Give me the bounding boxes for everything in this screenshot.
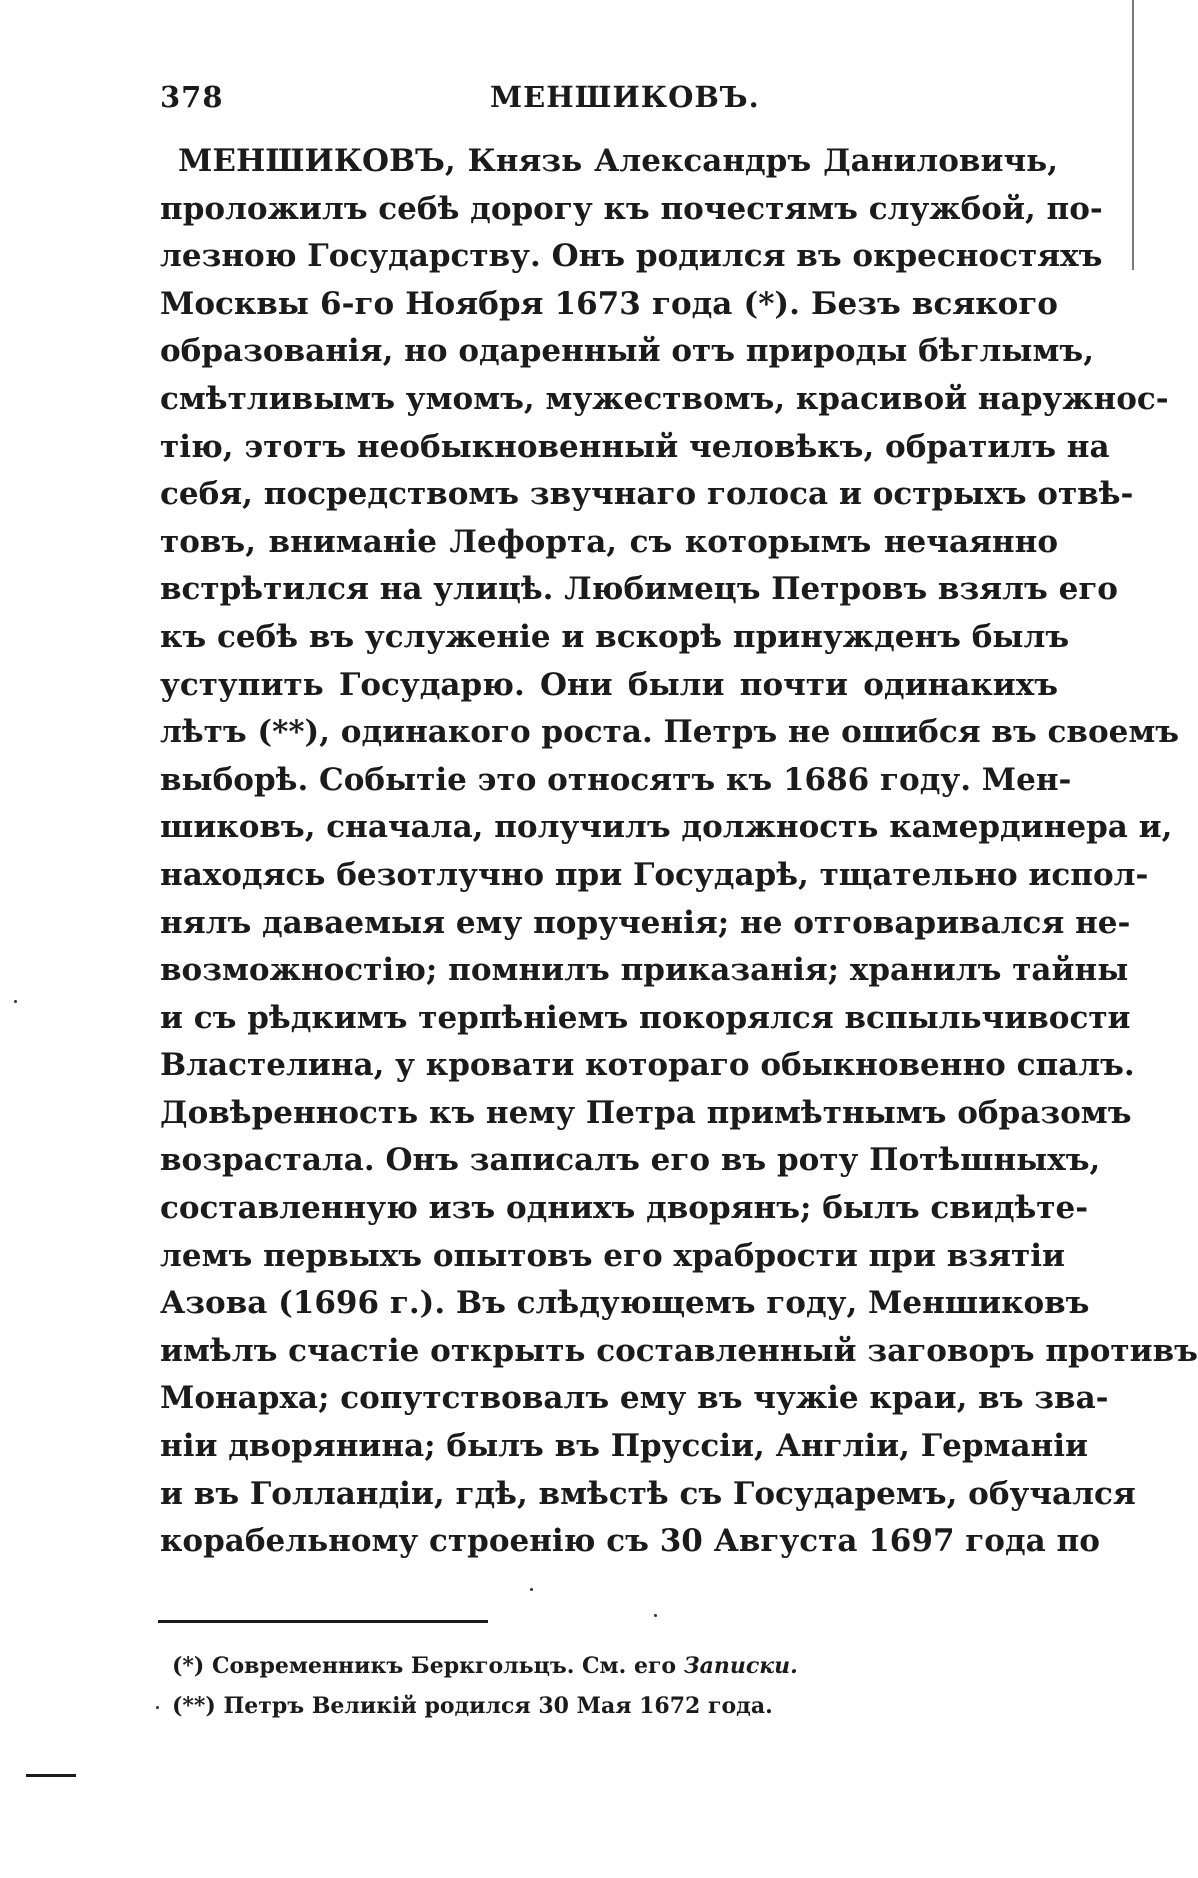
scan-artifact-dot — [654, 1614, 657, 1617]
text-line: Властелина, у кровати котораго обыкновенно спалъ. — [160, 1047, 1135, 1084]
text-line: тію, этотъ необыкновенный человѣкъ, обратилъ на — [160, 428, 1110, 465]
article-body — [160, 138, 1198, 1566]
footnote-marker: (*) — [172, 1653, 205, 1679]
text-line: составленную изъ однихъ дворянъ; былъ свидѣте- — [160, 1190, 1089, 1227]
text-line: ніи дворянина; былъ въ Пруссіи, Англіи, Германіи — [160, 1428, 1089, 1465]
footnote-italic: Записки. — [683, 1653, 798, 1679]
footnote-marker: (**) — [172, 1693, 216, 1719]
text-line: Монарха; сопутствовалъ ему въ чужіе краи, въ зва- — [160, 1380, 1109, 1417]
text-line: лемъ первыхъ опытовъ его храбрости при взятіи — [160, 1237, 1065, 1274]
text-line: къ себѣ въ услуженіе и вскорѣ принужденъ былъ — [160, 618, 1070, 655]
page-edge-shadow — [1132, 0, 1134, 270]
scan-artifact-dot — [14, 1000, 17, 1003]
footnote — [172, 1686, 972, 1726]
text-line: Москвы 6-го Ноября 1673 года (*). Безъ всякого — [160, 285, 1058, 322]
text-line: и съ рѣдкимъ терпѣніемъ покорялся вспыльчивости — [160, 999, 1131, 1036]
text-line: уступить Государю. Они были почти одинакихъ — [160, 666, 1058, 703]
text-line: имѣлъ счастіе открыть составленный заговоръ противъ — [160, 1332, 1198, 1369]
page-number: 378 — [160, 80, 224, 114]
scan-artifact-dot — [530, 1588, 533, 1591]
text-line: шиковъ, сначала, получилъ должность камердинера и, — [160, 809, 1173, 846]
text-line: смѣтливымъ умомъ, мужествомъ, красивой наружнос- — [160, 380, 1169, 417]
text-line: Азова (1696 г.). Въ слѣдующемъ году, Меншиковъ — [160, 1285, 1090, 1322]
scan-artifact-dot — [156, 1706, 159, 1709]
text-line: возрастала. Онъ записалъ его въ роту Потѣшныхъ, — [160, 1142, 1101, 1179]
text-line: встрѣтился на улицѣ. Любимецъ Петровъ взялъ его — [160, 571, 1118, 608]
footnote — [172, 1646, 972, 1686]
footnote-divider — [158, 1620, 488, 1623]
text-line: образованія, но одаренный отъ природы бѣглымъ, — [160, 333, 1094, 370]
text-line: проложилъ себѣ дорогу къ почестямъ службой, по- — [160, 190, 1103, 227]
text-line: себя, посредствомъ звучнаго голоса и острыхъ отвѣ- — [160, 476, 1134, 513]
text-line: лѣтъ (**), одинакого роста. Петръ не ошибся въ своемъ — [160, 714, 1180, 751]
text-line: Довѣренность къ нему Петра примѣтнымъ образомъ — [160, 1094, 1132, 1131]
text-line: находясь безотлучно при Государѣ, тщательно испол- — [160, 856, 1149, 893]
text-line: выборѣ. Событіе это относятъ къ 1686 году. Мен- — [160, 761, 1072, 798]
text-line: МЕНШИКОВЪ, Князь Александръ Даниловичь, — [178, 143, 1058, 179]
text-line: товъ, вниманіе Лефорта, съ которымъ нечаянно — [160, 523, 1058, 560]
text-line: нялъ даваемыя ему порученія; не отговаривался не- — [160, 904, 1131, 941]
footnote-text: Петръ Великій родился 30 Мая 1672 года. — [223, 1693, 773, 1719]
text-line: возможностію; помнилъ приказанія; хранилъ тайны — [160, 952, 1129, 989]
footnotes — [172, 1646, 972, 1726]
text-line: и въ Голландіи, гдѣ, вмѣстѣ съ Государемъ, обучался — [160, 1475, 1136, 1512]
footnote-text: Современникъ Беркгольцъ. См. его — [212, 1653, 677, 1679]
page-header — [160, 80, 1058, 120]
running-head: МЕНШИКОВЪ. — [490, 80, 760, 114]
scan-artifact-mark — [26, 1774, 76, 1777]
text-line: лезною Государству. Онъ родился въ окресностяхъ — [160, 238, 1103, 275]
text-line: корабельному строенію съ 30 Августа 1697 года по — [160, 1523, 1100, 1560]
